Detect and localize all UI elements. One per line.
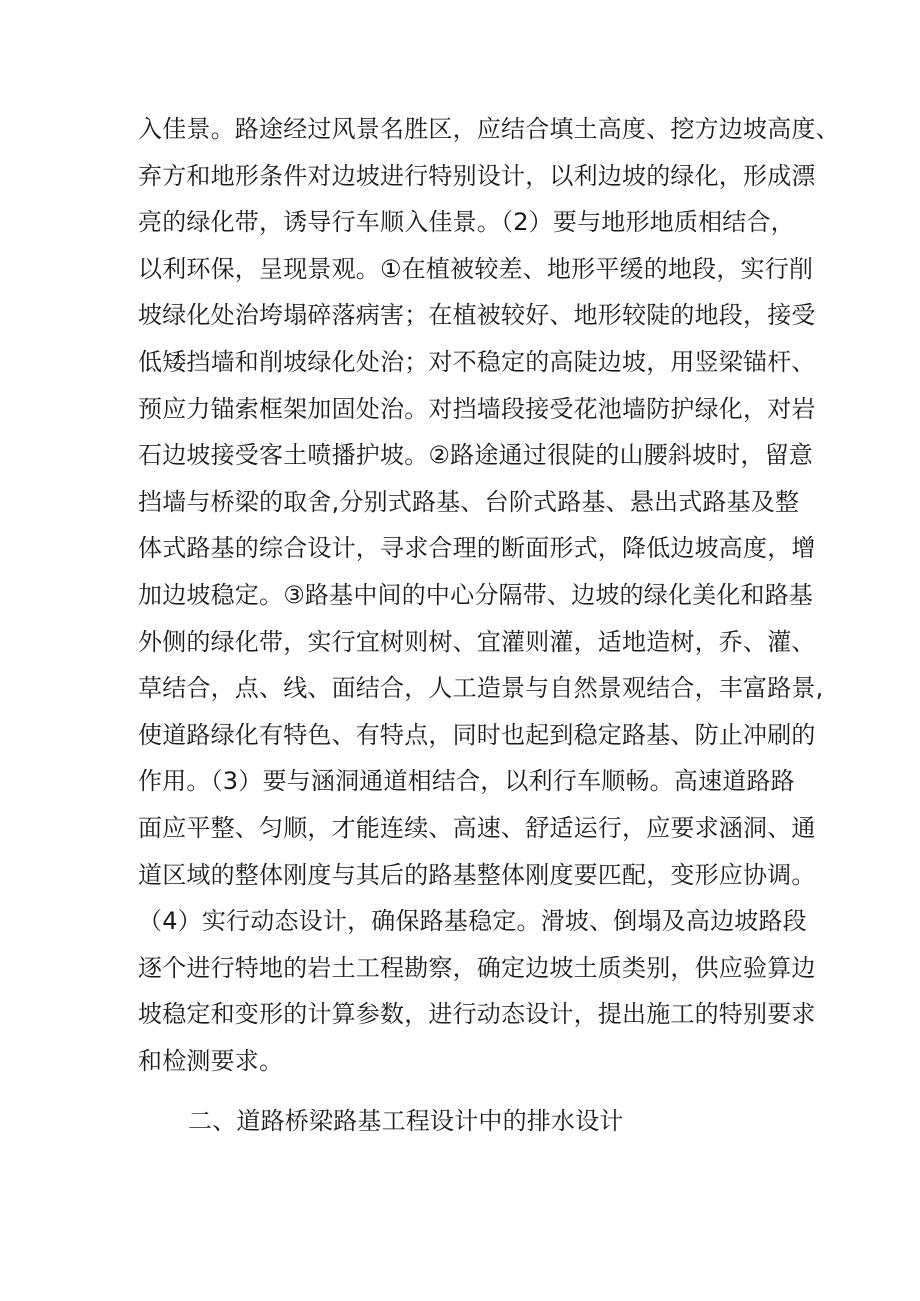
text-line: 使道路绿化有特色、有特点，同时也起到稳定路基、防止冲刷的	[138, 720, 816, 749]
body-paragraph	[138, 106, 840, 1084]
text-line: 预应力锚索框架加固处治。对挡墙段接受花池墙防护绿化，对岩	[138, 394, 816, 423]
text-line: 面应平整、匀顺，才能连续、高速、舒适运行，应要求涵洞、通	[138, 813, 816, 842]
text-line: 道区域的整体刚度与其后的路基整体刚度要匹配，变形应协调。	[138, 860, 816, 889]
text-line: 和检测要求。	[138, 1046, 284, 1075]
text-line: 外侧的绿化带，实行宜树则树、宜灌则灌，适地造树，乔、灌、	[138, 627, 816, 656]
text-line: 以利环保，呈现景观。①在植被较差、地形平缓的地段，实行削	[138, 254, 814, 283]
text-line: （4）实行动态设计，确保路基稳定。滑坡、倒塌及高边坡路段	[138, 907, 807, 936]
text-line: 挡墙与桥梁的取舍,分别式路基、台阶式路基、悬出式路基及整	[138, 487, 800, 516]
text-line: 入佳景。路途经过风景名胜区，应结合填土高度、挖方边坡高度、	[138, 115, 840, 143]
text-line: 亮的绿化带，诱导行车顺入佳景。（2）要与地形地质相结合，	[138, 208, 795, 237]
text-line: 坡绿化处治垮塌碎落病害；在植被较好、地形较陡的地段，接受	[138, 301, 816, 330]
text-line: 体式路基的综合设计，寻求合理的断面形式，降低边坡高度，增	[138, 534, 816, 563]
section-heading: 二、道路桥梁路基工程设计中的排水设计	[188, 1107, 624, 1135]
text-line: 草结合，点、线、面结合，人工造景与自然景观结合，丰富路景,	[138, 674, 824, 703]
text-line: 石边坡接受客土喷播护坡。②路途通过很陡的山腰斜坡时，留意	[138, 441, 814, 470]
text-line: 加边坡稳定。③路基中间的中心分隔带、边坡的绿化美化和路基	[138, 580, 814, 609]
text-line: 坡稳定和变形的计算参数，进行动态设计，提出施工的特别要求	[138, 1000, 816, 1029]
text-line: 弃方和地形条件对边坡进行特别设计，以利边坡的绿化，形成漂	[138, 161, 816, 190]
text-line: 低矮挡墙和削坡绿化处治；对不稳定的高陡边坡，用竖梁锚杆、	[138, 347, 816, 376]
text-line: 作用。（3）要与涵洞通道相结合，以利行车顺畅。高速道路路	[138, 767, 795, 796]
text-line: 逐个进行特地的岩土工程勘察，确定边坡土质类别，供应验算边	[138, 953, 816, 982]
